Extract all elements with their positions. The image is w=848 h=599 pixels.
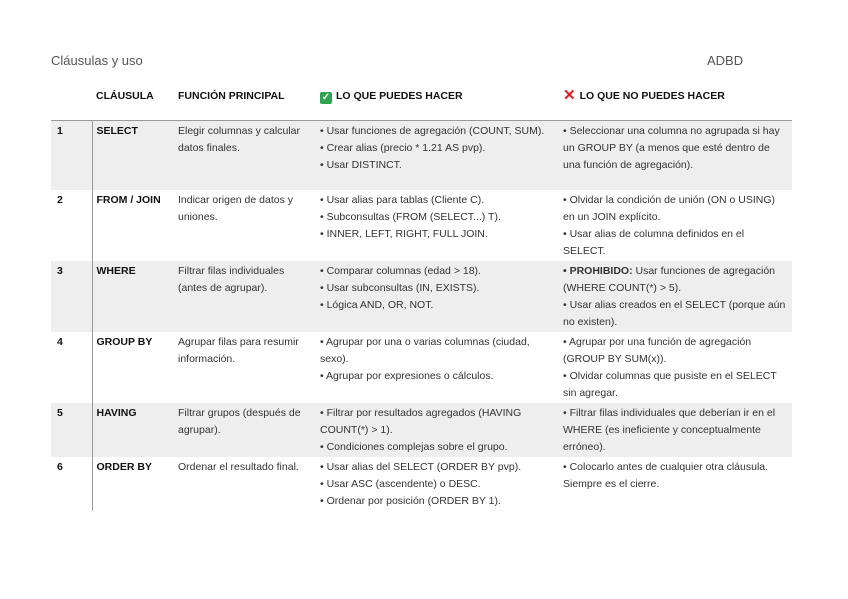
row-function: Indicar origen de datos y uniones. [178,193,293,223]
row-clause: FROM / JOIN [96,193,161,206]
row-can [316,190,559,261]
row-number: 3 [51,261,92,332]
row-function: Filtrar grupos (después de agrupar). [174,403,316,457]
col-header-can-label: LO QUE PUEDES HACER [336,90,463,102]
table-header-row [51,86,792,121]
col-header-function: FUNCIÓN PRINCIPAL [174,86,316,121]
row-cannot [559,190,792,261]
row-cannot [559,332,792,403]
can-item: • Crear alias (precio * 1.21 AS pvp). [320,142,486,154]
row-cannot [559,457,792,511]
page-header-title: Cláusulas y uso [51,53,143,68]
clauses-table [51,86,792,511]
cannot-item: • Seleccionar una columna no agrupada si hay un GROUP BY (a menos que esté dentro de una función de agregación). [563,125,780,171]
row-clause: GROUP BY [96,335,153,348]
table-row [51,121,792,190]
can-item: • Usar ASC (ascendente) o DESC. [320,477,481,490]
row-clause: WHERE [92,261,174,332]
cannot-item: • Usar alias creados en el SELECT (porque aún no existen). [563,298,786,328]
cannot-item [563,263,788,297]
check-icon: ✓ [321,92,331,103]
cannot-item: • Filtrar filas individuales que deberían ir en el WHERE (es ineficiente y conceptualmente erróneo). [563,406,776,453]
row-cannot [559,403,792,457]
can-item: • Agrupar por expresiones o cálculos. [320,369,494,382]
can-item: • Usar funciones de agregación (COUNT, SUM). [320,125,545,137]
row-can [316,457,559,511]
row-cannot [559,121,792,190]
col-header-clause: CLÁUSULA [92,86,174,121]
cannot-item: • Colocarlo antes de cualquier otra cláusula. Siempre es el cierre. [563,460,769,490]
can-item: • Usar DISTINCT. [320,159,402,171]
row-function: Filtrar filas individuales (antes de agrupar). [174,261,316,332]
cannot-item: • Usar alias de columna definidos en el SELECT. [563,227,745,257]
prohibited-text: Usar funciones de agregación (WHERE COUNT(*) > 5). [563,264,776,294]
table-row [51,261,792,332]
row-can [316,261,559,332]
table-row [51,457,792,511]
row-number: 2 [51,190,92,261]
col-header-can [316,86,559,121]
row-clause: SELECT [92,121,174,190]
can-item: • Lógica AND, OR, NOT. [320,298,434,311]
row-cannot [559,261,792,332]
cannot-item: • Olvidar columnas que pusiste en el SELECT sin agregar. [563,369,777,399]
row-function: Agrupar filas para resumir información. [178,335,299,365]
row-number: 6 [51,457,92,511]
row-function: Elegir columnas y calcular datos finales. [174,121,316,190]
can-item: • Agrupar por una o varias columnas (ciudad, sexo). [320,335,530,365]
row-can [316,332,559,403]
can-item: • Usar alias para tablas (Cliente C). [320,193,485,206]
table-row [51,332,792,403]
col-header-cannot-label: LO QUE NO PUEDES HACER [579,90,725,102]
cross-icon: ✕ [563,87,576,104]
cannot-item: • Agrupar por una función de agregación (GROUP BY SUM(x)). [563,335,752,365]
prohibited-label: • PROHIBIDO: [563,264,633,277]
col-header-number [51,86,92,121]
cannot-item: • Olvidar la condición de unión (ON o USING) en un JOIN explícito. [563,193,776,223]
can-item: • INNER, LEFT, RIGHT, FULL JOIN. [320,227,488,240]
can-item: • Ordenar por posición (ORDER BY 1). [320,494,501,507]
row-number: 5 [51,403,92,457]
can-item: • Comparar columnas (edad > 18). [320,264,481,277]
col-header-cannot [559,86,792,121]
row-number: 4 [51,332,92,403]
can-item: • Usar subconsultas (IN, EXISTS). [320,281,480,294]
can-item: • Subconsultas (FROM (SELECT...) T). [320,210,501,223]
row-function: Ordenar el resultado final. [178,460,299,473]
table-row [51,403,792,457]
row-can [316,403,559,457]
table-row [51,190,792,261]
row-can [316,121,559,190]
page-header-code: ADBD [707,53,744,68]
can-item: • Condiciones complejas sobre el grupo. [320,440,508,453]
row-clause: ORDER BY [96,460,152,473]
can-item: • Usar alias del SELECT (ORDER BY pvp). [320,460,522,473]
can-item: • Filtrar por resultados agregados (HAVING COUNT(*) > 1). [320,406,522,436]
row-number: 1 [51,121,92,190]
row-clause: HAVING [92,403,174,457]
